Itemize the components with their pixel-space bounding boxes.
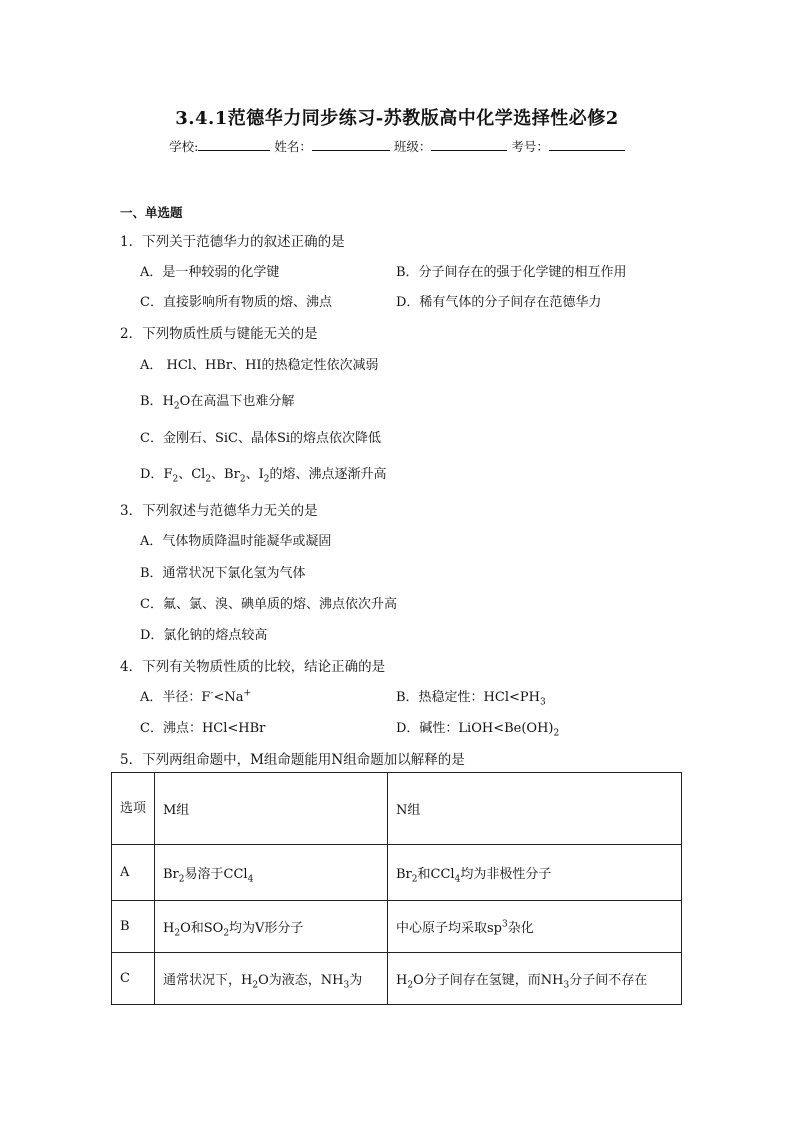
row-c-m: 通常状况下，$H_2O$为液态，$NH_3$为 — [155, 953, 388, 1005]
row-b-option: B — [112, 901, 155, 953]
table-row — [112, 953, 682, 1005]
question-1-stem: 1．下列关于范德华力的叙述正确的是 — [120, 234, 345, 250]
row-a-m: $Br_2$易溶于CCl$_4$ — [155, 845, 388, 901]
table-header-row — [112, 773, 682, 845]
school-blank[interactable] — [198, 138, 270, 151]
question-4-option-a[interactable]: A．半径：F-<Na+ — [140, 688, 252, 705]
question-1-option-d[interactable]: D．稀有气体的分子间存在范德华力 — [396, 295, 602, 310]
name-blank[interactable] — [312, 138, 390, 151]
row-a-n: $Br_2$和CCl$_4$均为非极性分子 — [388, 845, 682, 901]
page-title: 3.4.1范德华力同步练习-苏教版高中化学选择性必修2 — [175, 108, 619, 129]
question-1-option-a[interactable]: A．是一种较弱的化学键 — [140, 265, 280, 280]
school-label: 学校: — [169, 139, 199, 154]
question-3-stem: 3．下列叙述与范德华力无关的是 — [120, 503, 318, 519]
row-b-m: $H_2O$和$SO_2$均为V形分子 — [155, 901, 388, 953]
student-info-line — [0, 137, 794, 155]
question-2-option-c[interactable]: C．金刚石、SiC、晶体Si的熔点依次降低 — [140, 431, 382, 446]
name-label: 姓名： — [274, 139, 312, 154]
table-row — [112, 901, 682, 953]
question-1-option-b[interactable]: B．分子间存在的强于化学键的相互作用 — [396, 265, 627, 280]
question-3-option-a[interactable]: A．气体物质降温时能凝华或凝固 — [140, 534, 332, 549]
row-c-n: $H_2O$分子间存在氢键，而$NH_3$分子间不存在 — [388, 953, 682, 1005]
question-2-option-b[interactable]: B．$H_2O$在高温下也难分解 — [140, 394, 295, 412]
question-5-stem: 5．下列两组命题中，M组命题能用N组命题加以解释的是 — [120, 752, 465, 768]
question-2-option-d[interactable]: D．$F_2$、$Cl_2$、$Br_2$、$I_2$的熔、沸点逐渐升高 — [140, 467, 387, 485]
question-4-option-d[interactable]: D．碱性：$LiOH<Be(OH)_2$ — [396, 721, 560, 739]
header-cell-m: M组 — [155, 773, 388, 845]
question-4-option-c[interactable]: C．沸点：HCl<HBr — [140, 721, 266, 736]
question-4-option-b[interactable]: B．热稳定性：$HCl<PH_3$ — [396, 690, 546, 708]
question-1-option-c[interactable]: C．直接影响所有物质的熔、沸点 — [140, 295, 332, 310]
exam-number-label: 考号： — [511, 139, 549, 154]
row-b-n: 中心原子均采取$sp^3$杂化 — [388, 901, 682, 953]
question-2-stem: 2．下列物质性质与键能无关的是 — [120, 326, 318, 342]
exam-number-blank[interactable] — [549, 138, 625, 151]
proposition-table — [111, 772, 682, 1005]
row-c-option: C — [112, 953, 155, 1005]
question-3-option-d[interactable]: D．氯化钠的熔点较高 — [140, 628, 268, 643]
question-3-option-b[interactable]: B．通常状况下氯化氢为气体 — [140, 566, 306, 581]
header-cell-option: 选项 — [112, 773, 155, 845]
header-cell-n: N组 — [388, 773, 682, 845]
table-row — [112, 845, 682, 901]
class-label: 班级： — [393, 139, 432, 154]
class-blank[interactable] — [431, 138, 507, 151]
section-title: 一、单选题 — [120, 205, 183, 220]
row-a-option: A — [112, 845, 155, 901]
question-3-option-c[interactable]: C．氟、氯、溴、碘单质的熔、沸点依次升高 — [140, 597, 397, 612]
question-4-stem: 4．下列有关物质性质的比较，结论正确的是 — [120, 659, 386, 675]
question-2-option-a[interactable]: A． HCl、HBr、HI的热稳定性依次减弱 — [140, 358, 379, 373]
